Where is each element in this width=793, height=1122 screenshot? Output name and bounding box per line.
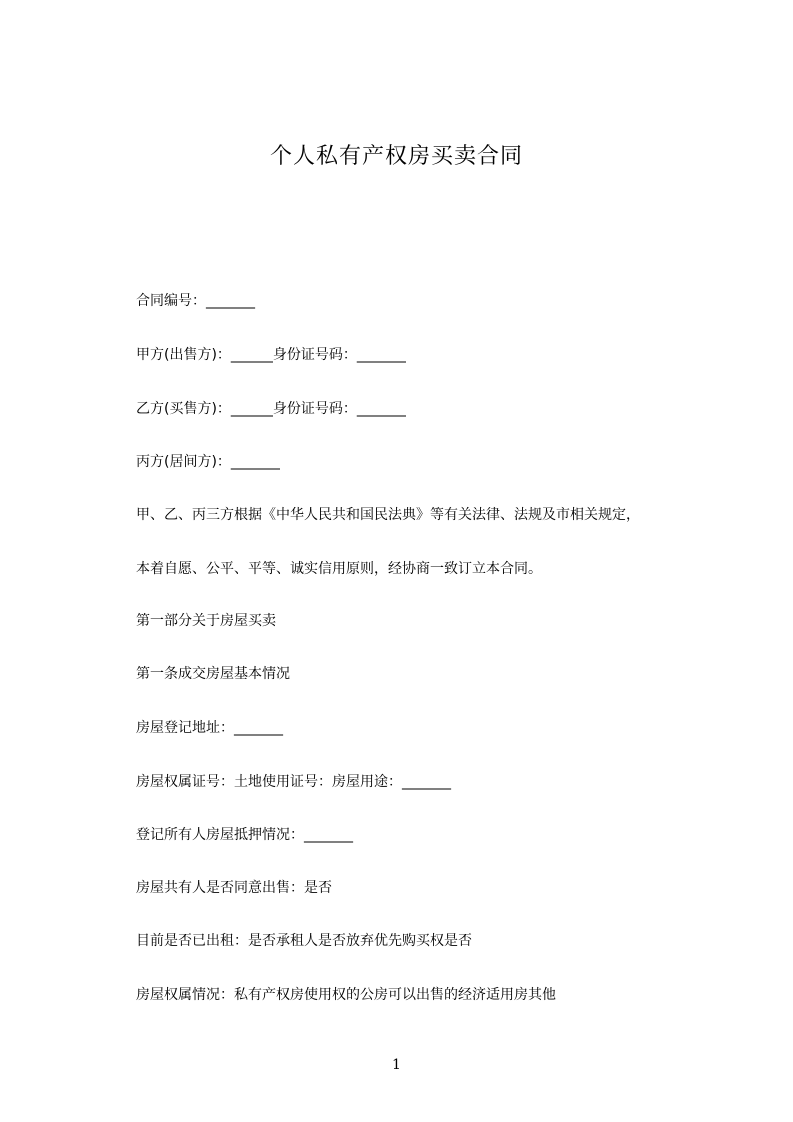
article-one-heading: 第一条成交房屋基本情况	[136, 666, 290, 682]
preamble-line-2: 本着自愿、公平、平等、诚实信用原则，经协商一致订立本合同。	[136, 561, 542, 577]
contract-number-line: 合同编号：_______	[136, 293, 255, 309]
property-address-line: 房屋登记地址：_______	[136, 720, 283, 736]
rental-status-line: 目前是否已出租：是否承租人是否放弃优先购买权是否	[136, 933, 472, 949]
party-b-line: 乙方(买售方)：______身份证号码：_______	[136, 401, 406, 417]
party-c-line: 丙方(居间方)：_______	[136, 454, 280, 470]
co-owner-consent-line: 房屋共有人是否同意出售：是否	[136, 880, 332, 896]
mortgage-status-line: 登记所有人房屋抵押情况：_______	[136, 827, 353, 843]
page-number: 1	[392, 1057, 401, 1073]
ownership-type-line: 房屋权属情况：私有产权房使用权的公房可以出售的经济适用房其他	[136, 987, 556, 1003]
property-certificate-line: 房屋权属证号：土地使用证号：房屋用途：_______	[136, 774, 451, 790]
party-a-line: 甲方(出售方)：______身份证号码：_______	[136, 347, 406, 363]
preamble-line-1: 甲、乙、丙三方根据《中华人民共和国民法典》等有关法律、法规及市相关规定，	[136, 507, 640, 523]
part-one-heading: 第一部分关于房屋买卖	[136, 613, 276, 629]
document-title: 个人私有产权房买卖合同	[269, 144, 523, 169]
